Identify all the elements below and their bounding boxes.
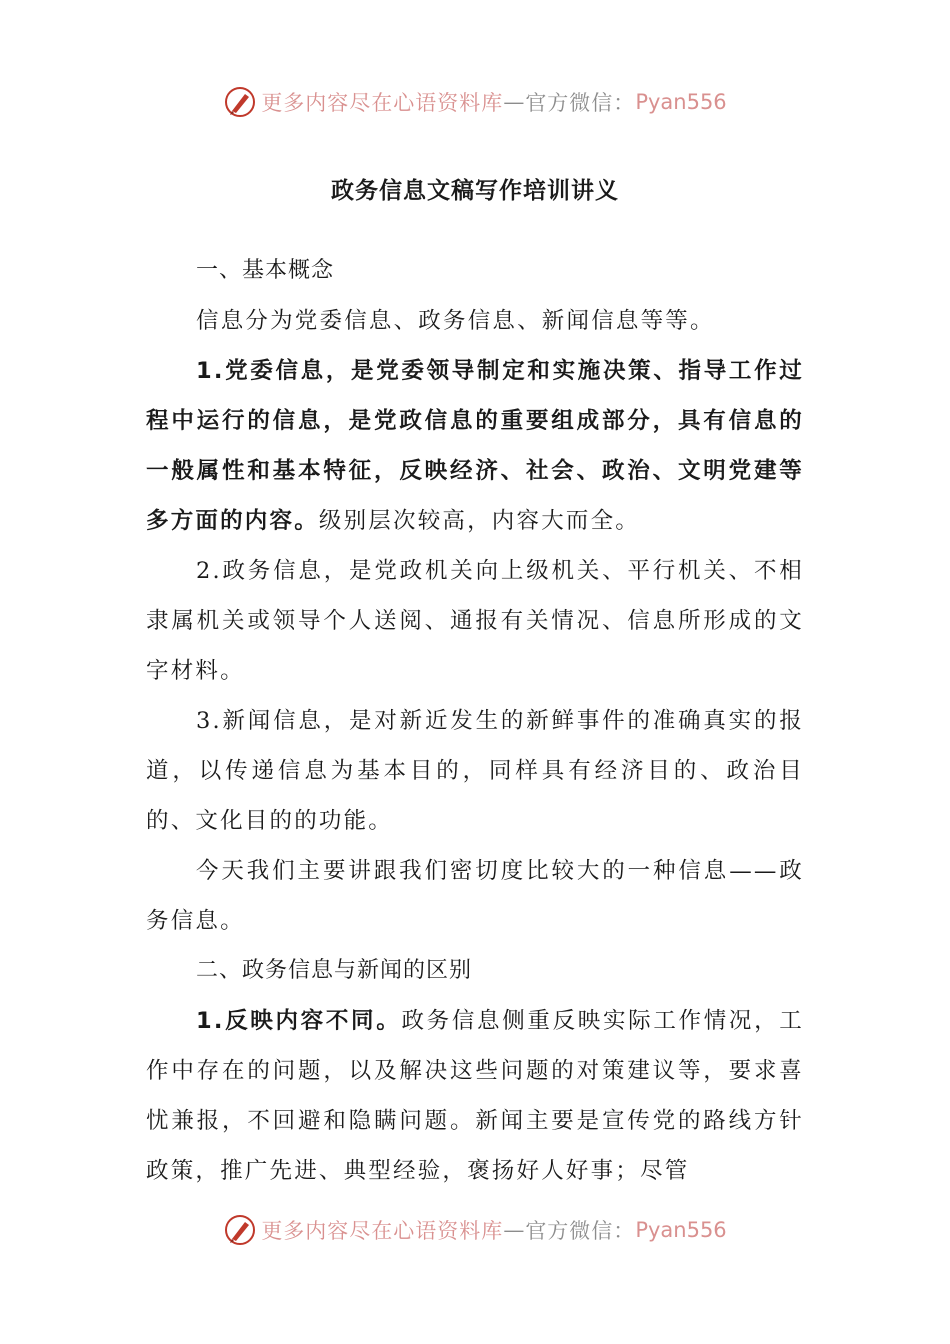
section-heading-1: 一、基本概念	[196, 258, 335, 283]
paragraph-government-info: 2.政务信息，是党政机关向上级机关、平行机关、不相隶属机关或领导个人送阅、通报有关情况、信息所形成的文字材料。	[146, 558, 804, 684]
quill-pen-logo-icon	[223, 85, 257, 119]
paragraph-party-info	[146, 346, 804, 546]
banner-dash: —	[503, 1218, 526, 1242]
watermark-banner-top	[0, 80, 950, 124]
banner-dash: —	[503, 90, 526, 114]
banner-wechat-id: Pyan556	[635, 1218, 727, 1242]
quill-pen-logo-icon	[223, 1213, 257, 1247]
document-title: 政务信息文稿写作培训讲义	[331, 178, 619, 204]
paragraph-difference-1-bold: 1.反映内容不同。	[196, 1008, 402, 1034]
banner-main-text: 更多内容尽在心语资料库	[261, 91, 504, 115]
section-heading-2: 二、政务信息与新闻的区别	[196, 958, 473, 983]
paragraph-focus: 今天我们主要讲跟我们密切度比较大的一种信息——政务信息。	[146, 858, 804, 934]
watermark-banner-bottom	[0, 1208, 950, 1252]
paragraph-intro: 信息分为党委信息、政务信息、新闻信息等等。	[196, 308, 715, 334]
banner-official-label: 官方微信：	[525, 1219, 636, 1243]
paragraph-party-info-bold: 1.党委信息，是党委领导制定和实施决策、指导工作过程中运行的信息，是党政信息的重要组成部分，具有信息的一般属性和基本特征，反映经济、社会、政治、文明党建等多方面的内容。	[146, 358, 804, 534]
paragraph-difference-1	[146, 996, 804, 1196]
paragraph-party-info-rest: 级别层次较高，内容大而全。	[318, 508, 641, 534]
banner-official-label: 官方微信：	[525, 91, 636, 115]
paragraph-difference-1-rest: 政务信息侧重反映实际工作情况，工作中存在的问题，以及解决这些问题的对策建议等，要求喜忧兼报，不回避和隐瞒问题。新闻主要是宣传党的路线方针政策，推广先进、典型经验，褒扬好人好事；尽管	[146, 1008, 804, 1184]
banner-main-text: 更多内容尽在心语资料库	[261, 1219, 504, 1243]
banner-wechat-id: Pyan556	[635, 90, 727, 114]
document-body	[146, 246, 804, 1196]
paragraph-news-info: 3.新闻信息，是对新近发生的新鲜事件的准确真实的报道，以传递信息为基本目的，同样具有经济目的、政治目的、文化目的的功能。	[146, 708, 804, 834]
